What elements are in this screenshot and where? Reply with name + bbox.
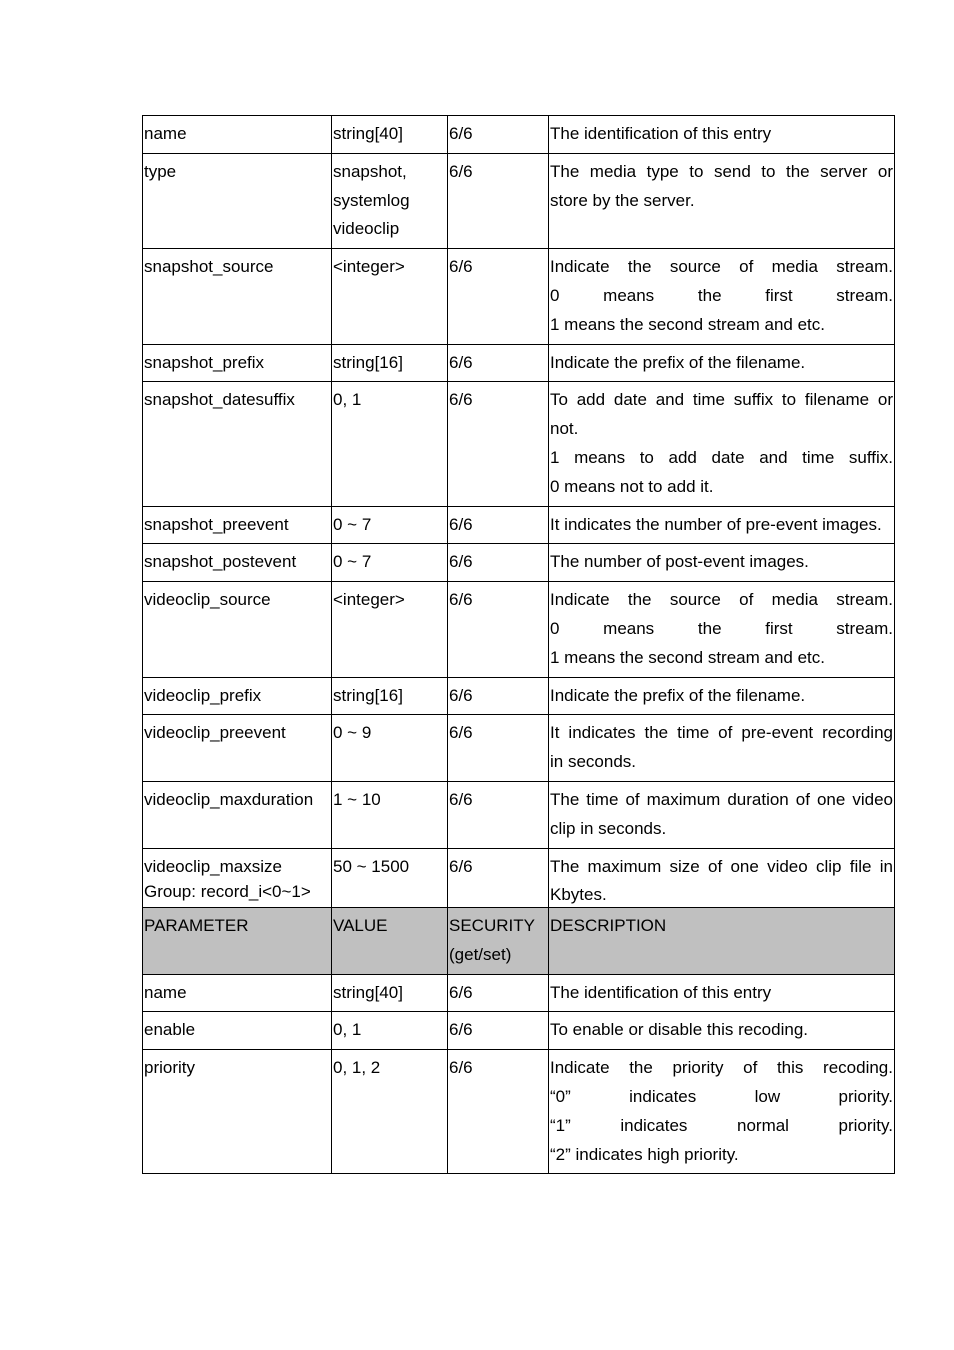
desc-line: DESCRIPTION (550, 916, 667, 935)
cell-desc (549, 908, 895, 975)
table-row (143, 506, 895, 544)
param-text: name (144, 982, 187, 1002)
cell-param (143, 677, 332, 715)
desc-line: 0 means the first stream. (550, 618, 893, 638)
cell-security (448, 506, 549, 544)
cell-value (332, 382, 448, 506)
cell-desc (549, 116, 895, 154)
value-line: 50 ~ 1500 (333, 856, 410, 876)
cell-security (448, 715, 549, 782)
security-line: 6/6 (449, 1058, 473, 1078)
desc-line: “0” indicates low priority. (550, 1086, 893, 1106)
cell-security (448, 249, 549, 344)
security-line: 6/6 (449, 1020, 473, 1040)
cell-desc (549, 382, 895, 506)
table-row (143, 677, 895, 715)
param-text: type (144, 161, 177, 181)
security-line: 6/6 (449, 685, 473, 705)
cell-value (332, 1050, 448, 1174)
cell-param (143, 344, 332, 382)
cell-param (143, 1012, 332, 1050)
cell-desc (549, 781, 895, 848)
value-line: snapshot, (333, 161, 407, 181)
cell-value (332, 974, 448, 1012)
value-line: 0 ~ 9 (333, 723, 372, 743)
cell-security (448, 677, 549, 715)
desc-line: The identification of this entry (550, 124, 772, 143)
cell-value (332, 116, 448, 154)
param-text: snapshot_postevent (144, 552, 297, 572)
cell-security (448, 544, 549, 582)
value-line: <integer> (333, 257, 405, 277)
cell-security (448, 1050, 549, 1174)
desc-line: “1” indicates normal priority. (550, 1115, 893, 1135)
desc-line: not. (550, 419, 579, 439)
cell-security (448, 582, 549, 677)
table-row (143, 382, 895, 506)
desc-line: 1 means to add date and time suffix. (550, 447, 893, 467)
cell-desc (549, 153, 895, 248)
cell-value (332, 715, 448, 782)
security-line: 6/6 (449, 856, 473, 876)
cell-security (448, 848, 549, 915)
cell-value (332, 544, 448, 582)
cell-value (332, 1012, 448, 1050)
cell-desc (549, 1050, 895, 1174)
desc-line: clip in seconds. (550, 818, 667, 838)
table-row (143, 153, 895, 248)
cell-desc (549, 582, 895, 677)
cell-security (448, 344, 549, 382)
param-text: snapshot_prefix (144, 352, 265, 372)
desc-line: To enable or disable this recoding. (550, 1020, 808, 1040)
security-line: 6/6 (449, 723, 473, 743)
desc-line: 1 means the second stream and etc. (550, 314, 825, 334)
value-line: videoclip (333, 219, 400, 239)
value-line: <integer> (333, 590, 405, 610)
cell-param (143, 249, 332, 344)
param-text: snapshot_source (144, 257, 274, 277)
desc-line: Indicate the priority of this recoding. (550, 1058, 893, 1078)
cell-desc (549, 677, 895, 715)
param-text: PARAMETER (144, 916, 249, 935)
parameter-table-1 (142, 115, 895, 915)
security-line: 6/6 (449, 552, 473, 572)
parameter-table-2 (142, 907, 895, 1174)
cell-param (143, 116, 332, 154)
desc-line: in seconds. (550, 752, 636, 772)
cell-desc (549, 848, 895, 915)
table-row (143, 582, 895, 677)
desc-line: 0 means not to add it. (550, 476, 714, 496)
value-line: 0, 1 (333, 390, 362, 410)
desc-line: 0 means the first stream. (550, 285, 893, 305)
cell-value (332, 153, 448, 248)
cell-security (448, 908, 549, 975)
cell-param (143, 974, 332, 1012)
desc-line: Indicate the prefix of the filename. (550, 352, 806, 372)
table-row (143, 715, 895, 782)
desc-line: Indicate the prefix of the filename. (550, 685, 806, 705)
security-line: (get/set) (449, 944, 512, 964)
cell-param (143, 582, 332, 677)
value-line: string[16] (333, 352, 403, 372)
desc-line: The maximum size of one video clip file in (550, 856, 893, 876)
table-row (143, 249, 895, 344)
param-text: snapshot_datesuffix (144, 390, 295, 410)
value-line: string[16] (333, 685, 403, 705)
desc-line: The time of maximum duration of one video (550, 789, 893, 809)
param-text: snapshot_preevent (144, 514, 289, 534)
param-text: videoclip_source (144, 590, 271, 610)
param-text: enable (144, 1020, 196, 1040)
security-line: 6/6 (449, 982, 473, 1002)
cell-value (332, 344, 448, 382)
desc-line: “2” indicates high priority. (550, 1144, 739, 1164)
cell-security (448, 116, 549, 154)
param-text: videoclip_maxsize (144, 856, 282, 876)
cell-security (448, 153, 549, 248)
security-line: 6/6 (449, 257, 473, 277)
value-line: string[40] (333, 124, 403, 143)
value-line: 1 ~ 10 (333, 789, 381, 809)
cell-value (332, 908, 448, 975)
table-row (143, 974, 895, 1012)
table-row (143, 781, 895, 848)
security-line: 6/6 (449, 514, 473, 534)
security-line: 6/6 (449, 789, 473, 809)
param-text: name (144, 124, 187, 143)
param-text: videoclip_preevent (144, 723, 286, 743)
param-text: videoclip_prefix (144, 685, 262, 705)
security-line: 6/6 (449, 161, 473, 181)
desc-line: It indicates the number of pre-event images. (550, 514, 882, 534)
desc-line: It indicates the time of pre-event recording (550, 723, 893, 743)
cell-desc (549, 544, 895, 582)
cell-param (143, 908, 332, 975)
value-line: string[40] (333, 982, 403, 1002)
desc-line: Kbytes. (550, 885, 607, 905)
cell-value (332, 848, 448, 915)
table-row (143, 544, 895, 582)
desc-line: To add date and time suffix to filename or (550, 390, 893, 410)
cell-value (332, 677, 448, 715)
cell-security (448, 974, 549, 1012)
cell-security (448, 1012, 549, 1050)
cell-value (332, 249, 448, 344)
group-title: Group: record_i<0~1> (144, 882, 311, 901)
desc-line: The identification of this entry (550, 982, 772, 1002)
value-line: 0 ~ 7 (333, 552, 372, 572)
desc-line: The number of post-event images. (550, 552, 809, 572)
desc-line: store by the server. (550, 190, 695, 210)
table-body (143, 116, 895, 915)
param-text: videoclip_maxduration (144, 789, 314, 809)
security-line: 6/6 (449, 390, 473, 410)
cell-param (143, 382, 332, 506)
cell-param (143, 506, 332, 544)
table-row (143, 1050, 895, 1174)
value-line: 0, 1, 2 (333, 1058, 381, 1078)
table-body (143, 908, 895, 1174)
table-row (143, 1012, 895, 1050)
security-line: 6/6 (449, 124, 473, 143)
security-line: 6/6 (449, 352, 473, 372)
cell-security (448, 781, 549, 848)
desc-line: 1 means the second stream and etc. (550, 647, 825, 667)
desc-line: Indicate the source of media stream. (550, 257, 893, 277)
cell-param (143, 1050, 332, 1174)
table-row (143, 116, 895, 154)
cell-desc (549, 506, 895, 544)
cell-value (332, 506, 448, 544)
value-line: 0, 1 (333, 1020, 362, 1040)
cell-param (143, 153, 332, 248)
security-line: 6/6 (449, 590, 473, 610)
cell-desc (549, 974, 895, 1012)
cell-desc (549, 249, 895, 344)
cell-param (143, 544, 332, 582)
table-header-row (143, 908, 895, 975)
cell-param (143, 781, 332, 848)
cell-security (448, 382, 549, 506)
cell-value (332, 582, 448, 677)
cell-desc (549, 715, 895, 782)
value-line: systemlog (333, 190, 410, 210)
desc-line: The media type to send to the server or (550, 161, 893, 181)
cell-value (332, 781, 448, 848)
desc-line: Indicate the source of media stream. (550, 590, 893, 610)
param-text: priority (144, 1058, 196, 1078)
value-line: 0 ~ 7 (333, 514, 372, 534)
value-line: VALUE (333, 916, 388, 935)
security-line: SECURITY (449, 916, 535, 935)
cell-desc (549, 344, 895, 382)
table-row (143, 344, 895, 382)
cell-desc (549, 1012, 895, 1050)
cell-param (143, 715, 332, 782)
